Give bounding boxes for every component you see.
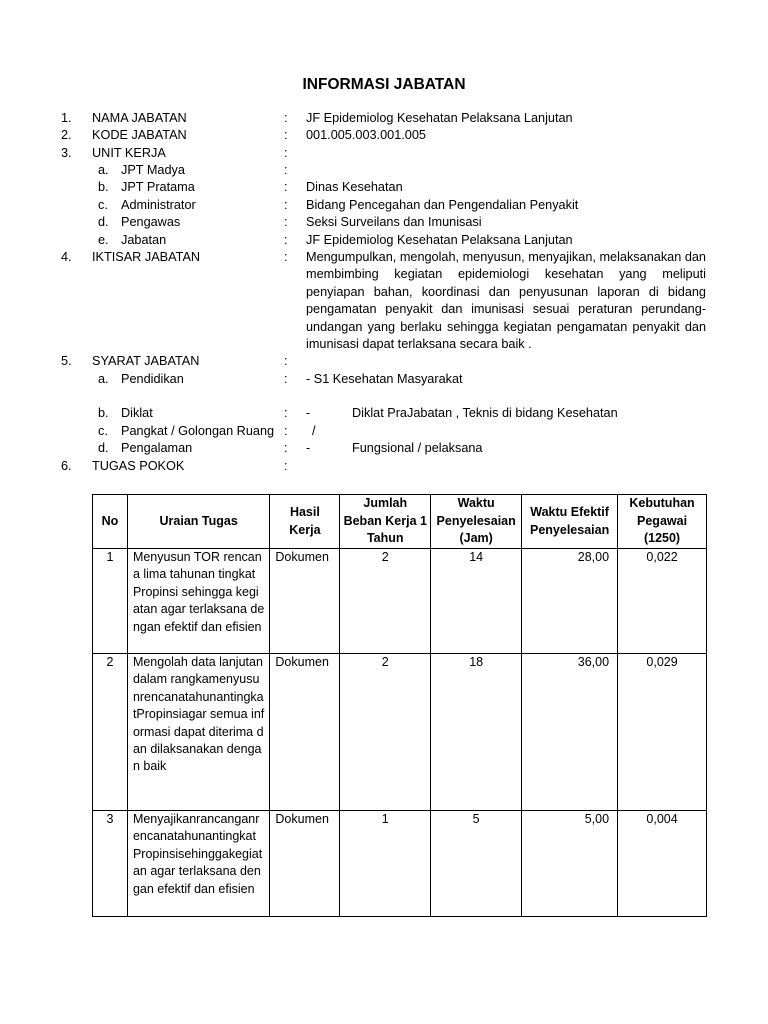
header-hasil-kerja: Hasil Kerja	[270, 495, 340, 549]
field-colon: :	[284, 250, 288, 264]
field-label: Administrator	[121, 197, 196, 212]
field-value: JF Epidemiolog Kesehatan Pelaksana Lanjutan	[306, 111, 573, 125]
field-colon: :	[284, 180, 288, 194]
cell-efektif: 28,00	[522, 549, 618, 654]
field-colon: :	[284, 441, 288, 455]
tugas-pokok-table	[92, 494, 707, 917]
field-label: Pengawas	[121, 215, 181, 229]
document-title: INFORMASI JABATAN	[302, 76, 466, 93]
cell-uraian: Menyusun TOR rencana lima tahunan tingkat Propinsi sehingga kegiatan agar terlaksana dengan efektif dan efisien	[127, 549, 269, 654]
cell-waktu: 14	[431, 549, 522, 654]
header-no: No	[93, 495, 128, 549]
field-letter: d.	[98, 215, 109, 229]
iktisar-paragraph: Mengumpulkan, mengolah, menyusun, menyajikan, melaksanakan dan membimbing kegiatan epidemiologi kesehatan yang meliputi penyiapan bahan, koordinasi dan penyusunan laporan di bidang pengamatan penyakit dan imunisasi sesuai peraturan perundang-undangan yang berlaku sehingga kegiatan pengamatan penyakit dan imunisasi dapat terlaksana secara baik .	[306, 250, 706, 352]
cell-kebutuhan: 0,022	[618, 549, 707, 654]
field-letter: b.	[98, 406, 109, 420]
cell-kebutuhan: 0,004	[618, 811, 707, 917]
field-letter: a.	[98, 371, 109, 386]
field-value: Seksi Surveilans dan Imunisasi	[306, 215, 482, 229]
field-colon: :	[284, 232, 288, 247]
field-label: JPT Madya	[121, 163, 185, 177]
field-label: SYARAT JABATAN	[92, 354, 200, 368]
header-jumlah-beban: Jumlah Beban Kerja 1 Tahun	[340, 495, 431, 549]
field-label: NAMA JABATAN	[92, 111, 187, 125]
cell-hasil: Dokumen	[270, 549, 340, 654]
header-uraian-tugas: Uraian Tugas	[127, 495, 269, 549]
field-letter: e.	[98, 232, 109, 247]
table-row	[93, 811, 707, 917]
field-dash: -	[306, 406, 311, 420]
table-row	[93, 549, 707, 654]
table-header-row	[93, 495, 707, 549]
field-colon: :	[284, 215, 288, 229]
field-colon: :	[284, 145, 288, 160]
field-value: Dinas Kesehatan	[306, 180, 403, 194]
field-number: 4.	[61, 250, 72, 264]
cell-hasil: Dokumen	[270, 654, 340, 811]
field-dash: -	[306, 441, 311, 455]
field-label: TUGAS POKOK	[92, 458, 185, 473]
field-colon: :	[284, 371, 288, 386]
field-colon: :	[284, 458, 288, 473]
field-label: JPT Pratama	[121, 180, 195, 194]
header-waktu-efektif: Waktu Efektif Penyelesaian	[522, 495, 618, 549]
field-colon: :	[284, 406, 288, 420]
field-value: Diklat PraJabatan , Teknis di bidang Kesehatan	[352, 406, 618, 420]
field-letter: b.	[98, 180, 109, 194]
field-colon: :	[284, 128, 288, 142]
cell-jumlah: 2	[340, 654, 431, 811]
cell-efektif: 5,00	[522, 811, 618, 917]
cell-waktu: 5	[431, 811, 522, 917]
field-label: UNIT KERJA	[92, 145, 166, 160]
field-label: KODE JABATAN	[92, 128, 187, 142]
field-value: 001.005.003.001.005	[306, 128, 426, 142]
cell-waktu: 18	[431, 654, 522, 811]
field-label: Jabatan	[121, 232, 167, 247]
field-value: Bidang Pencegahan dan Pengendalian Penyakit	[306, 197, 579, 212]
cell-jumlah: 2	[340, 549, 431, 654]
field-colon: :	[284, 197, 288, 212]
field-label: IKTISAR JABATAN	[92, 250, 201, 264]
field-label: Pendidikan	[121, 371, 184, 386]
field-letter: c.	[98, 197, 108, 212]
cell-uraian: Mengolah data lanjutan dalam rangkamenyusunrencanatahunantingkatPropinsiagar semua informasi dapat diterima dan dilaksanakan dengan baik	[127, 654, 269, 811]
cell-kebutuhan: 0,029	[618, 654, 707, 811]
cell-hasil: Dokumen	[270, 811, 340, 917]
field-letter: d.	[98, 441, 109, 455]
field-label: Pengalaman	[121, 441, 193, 455]
field-label: Diklat	[121, 406, 153, 420]
cell-no: 3	[93, 811, 128, 917]
field-colon: :	[284, 163, 288, 177]
field-value: - S1 Kesehatan Masyarakat	[306, 371, 463, 386]
cell-no: 2	[93, 654, 128, 811]
field-value: JF Epidemiolog Kesehatan Pelaksana Lanjutan	[306, 232, 573, 247]
cell-no: 1	[93, 549, 128, 654]
cell-uraian: Menyajikanrancanganrencanatahunantingkat Propinsisehinggakegiatan agar terlaksana dengan efektif dan efisien	[127, 811, 269, 917]
field-letter: a.	[98, 163, 109, 177]
field-label: Pangkat / Golongan Ruang	[121, 423, 275, 438]
field-number: 6.	[61, 458, 72, 473]
header-waktu-penyelesaian: Waktu Penyelesaian (Jam)	[431, 495, 522, 549]
table-row	[93, 654, 707, 811]
field-letter: c.	[98, 423, 108, 438]
header-kebutuhan-pegawai: Kebutuhan Pegawai (1250)	[618, 495, 707, 549]
field-number: 3.	[61, 145, 72, 160]
field-colon: :	[284, 111, 288, 125]
cell-jumlah: 1	[340, 811, 431, 917]
field-colon: :	[284, 354, 288, 368]
field-number: 2.	[61, 128, 72, 142]
field-value: Fungsional / pelaksana	[352, 441, 483, 455]
field-number: 1.	[61, 111, 72, 125]
cell-efektif: 36,00	[522, 654, 618, 811]
field-colon: :	[284, 423, 288, 438]
field-number: 5.	[61, 354, 72, 368]
field-value: /	[312, 423, 316, 438]
